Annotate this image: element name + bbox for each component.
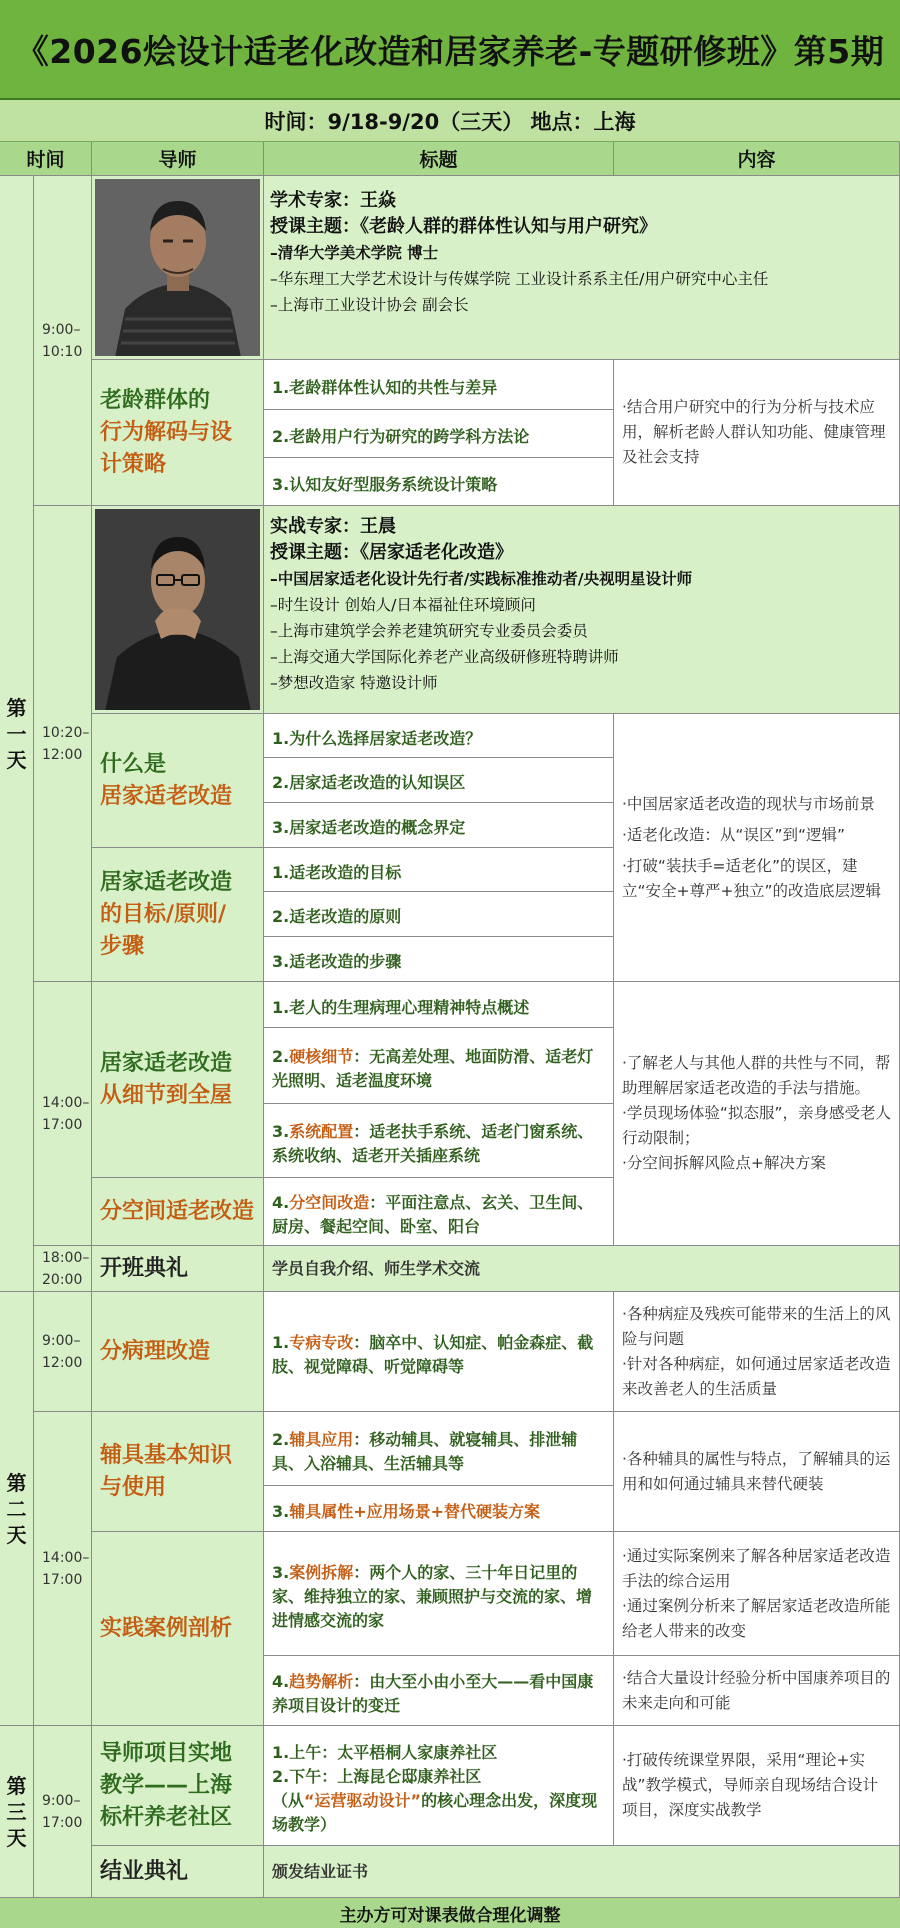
time-slot: 18:00– 20:00 — [34, 1246, 92, 1292]
page-title: 《2026烩设计适老化改造和居家养老-专题研修班》第5期 — [15, 31, 885, 71]
module-title: 分病理改造 — [92, 1292, 264, 1412]
expert-credential: –上海交通大学国际化养老产业高级研修班特聘讲师 — [270, 648, 619, 666]
topic-item: 4.趋势解析：由大至小由小至大——看中国康养项目设计的变迁 — [264, 1656, 614, 1726]
topic-item: 3.适老改造的步骤 — [264, 937, 614, 982]
topic-item: 1.上午：太平梧桐人家康养社区 2.下午：上海昆仑邸康养社区 （从“运营驱动设计”的核心理念出发，深度现场教学） — [264, 1726, 614, 1846]
topic-item: 4.分空间改造：平面注意点、玄关、卫生间、厨房、餐起空间、卧室、阳台 — [264, 1178, 614, 1246]
footer-note: 主办方可对课表做合理化调整 — [0, 1898, 900, 1928]
portrait-photo — [95, 509, 260, 710]
topic-item: 3.案例拆解：两个人的家、三十年日记里的家、维持独立的家、兼顾照护与交流的家、增进情感交流的家 — [264, 1532, 614, 1656]
topic-item: 2.适老改造的原则 — [264, 892, 614, 937]
expert-credential: –清华大学美术学院 博士 — [270, 244, 439, 262]
content-description: ·结合用户研究中的行为分析与技术应用，解析老龄人群认知功能、健康管理及社会支持 — [614, 360, 900, 506]
expert-role: 实战专家：王晨 — [270, 516, 396, 537]
topic-item: 3.居家适老改造的概念界定 — [264, 803, 614, 848]
expert-bio-wang-yan — [264, 176, 900, 360]
topic-item: 3.认知友好型服务系统设计策略 — [264, 458, 614, 506]
topic-item: 2.辅具应用：移动辅具、就寝辅具、排泄辅具、入浴辅具、生活辅具等 — [264, 1412, 614, 1486]
topic-item: 2.老龄用户行为研究的跨学科方法论 — [264, 410, 614, 458]
time-slot: 9:00– 17:00 — [34, 1726, 92, 1898]
expert-credential: –中国居家适老化设计先行者/实践标准推动者/央视明星设计师 — [270, 570, 693, 588]
topic-item: 3.辅具属性+应用场景+替代硬装方案 — [264, 1486, 614, 1532]
header-topic: 标题 — [264, 142, 614, 176]
content-description: ·中国居家适老改造的现状与市场前景 ·适老化改造：从“误区”到“逻辑” ·打破“装扶手=适老化”的误区，建立“安全+尊严+独立”的改造底层逻辑 — [614, 714, 900, 982]
content-description: ·各种辅具的属性与特点，了解辅具的运用和如何通过辅具来替代硬装 — [614, 1412, 900, 1532]
topic-item: 学员自我介绍、师生学术交流 — [264, 1246, 900, 1292]
module-title: 分空间适老改造 — [92, 1178, 264, 1246]
module-title: 居家适老改造 从细节到全屋 — [92, 982, 264, 1178]
topic-item: 1.专病专改：脑卒中、认知症、帕金森症、截肢、视觉障碍、听觉障碍等 — [264, 1292, 614, 1412]
topic-item: 2.居家适老改造的认知误区 — [264, 758, 614, 803]
topic-item: 3.系统配置：适老扶手系统、适老门窗系统、系统收纳、适老开关插座系统 — [264, 1104, 614, 1178]
module-title: 什么是 居家适老改造 — [92, 714, 264, 848]
expert-credential: –华东理工大学艺术设计与传媒学院 工业设计系系主任/用户研究中心主任 — [270, 270, 769, 288]
module-title: 老龄群体的 行为解码与设 计策略 — [92, 360, 264, 506]
expert-role: 学术专家：王焱 — [270, 190, 396, 211]
portrait-photo — [95, 179, 260, 356]
content-description: ·结合大量设计经验分析中国康养项目的未来走向和可能 — [614, 1656, 900, 1726]
expert-photo-wang-chen — [92, 506, 264, 714]
topic-item: 2.硬核细节：无高差处理、地面防滑、适老灯光照明、适老温度环境 — [264, 1028, 614, 1104]
content-description: ·打破传统课堂界限，采用“理论+实战”教学模式，导师亲自现场结合设计项目，深度实战教学 — [614, 1726, 900, 1846]
time-slot: 9:00– 10:10 — [34, 176, 92, 506]
content-description: ·了解老人与其他人群的共性与不同，帮助理解居家适老改造的手法与措施。 ·学员现场体验“拟态服”，亲身感受老人行动限制； ·分空间拆解风险点+解决方案 — [614, 982, 900, 1246]
expert-credential: –上海市建筑学会养老建筑研究专业委员会委员 — [270, 622, 588, 640]
title-bar — [0, 0, 900, 100]
module-title: 导师项目实地 教学——上海 标杆养老社区 — [92, 1726, 264, 1846]
header-content: 内容 — [614, 142, 900, 176]
topic-item: 颁发结业证书 — [264, 1846, 900, 1898]
portrait-image — [95, 179, 260, 356]
content-description: ·通过实际案例来了解各种居家适老改造手法的综合运用 ·通过案例分析来了解居家适老改造所能给老人带来的改变 — [614, 1532, 900, 1656]
expert-photo-wang-yan — [92, 176, 264, 360]
time-location: 时间：9/18-9/20（三天） 地点：上海 — [264, 109, 636, 134]
day-1-label: 第一天 — [0, 176, 34, 1292]
time-slot: 10:20– 12:00 — [34, 506, 92, 982]
module-title: 结业典礼 — [92, 1846, 264, 1898]
header-mentor: 导师 — [92, 142, 264, 176]
module-title: 实践案例剖析 — [92, 1532, 264, 1726]
header-time: 时间 — [0, 142, 92, 176]
module-title: 开班典礼 — [92, 1246, 264, 1292]
module-title: 居家适老改造 的目标/原则/ 步骤 — [92, 848, 264, 982]
portrait-image — [95, 509, 260, 710]
expert-credential: –上海市工业设计协会 副会长 — [270, 296, 469, 314]
expert-credential: –时生设计 创始人/日本福祉住环境顾问 — [270, 596, 536, 614]
info-bar — [0, 100, 900, 142]
day-2-label: 第二天 — [0, 1292, 34, 1726]
expert-topic: 授课主题：《老龄人群的群体性认知与用户研究》 — [270, 216, 657, 237]
time-slot: 14:00– 17:00 — [34, 1412, 92, 1726]
day-3-label: 第三天 — [0, 1726, 34, 1898]
topic-item: 1.适老改造的目标 — [264, 848, 614, 892]
content-description: ·各种病症及残疾可能带来的生活上的风险与问题 ·针对各种病症，如何通过居家适老改造来改善老人的生活质量 — [614, 1292, 900, 1412]
expert-credential: –梦想改造家 特邀设计师 — [270, 674, 438, 692]
topic-item: 1.老龄群体性认知的共性与差异 — [264, 360, 614, 410]
time-slot: 14:00– 17:00 — [34, 982, 92, 1246]
topic-item: 1.老人的生理病理心理精神特点概述 — [264, 982, 614, 1028]
module-title: 辅具基本知识 与使用 — [92, 1412, 264, 1532]
time-slot: 9:00– 12:00 — [34, 1292, 92, 1412]
expert-topic: 授课主题：《居家适老化改造》 — [270, 542, 513, 563]
expert-bio-wang-chen — [264, 506, 900, 714]
topic-item: 1.为什么选择居家适老改造？ — [264, 714, 614, 758]
